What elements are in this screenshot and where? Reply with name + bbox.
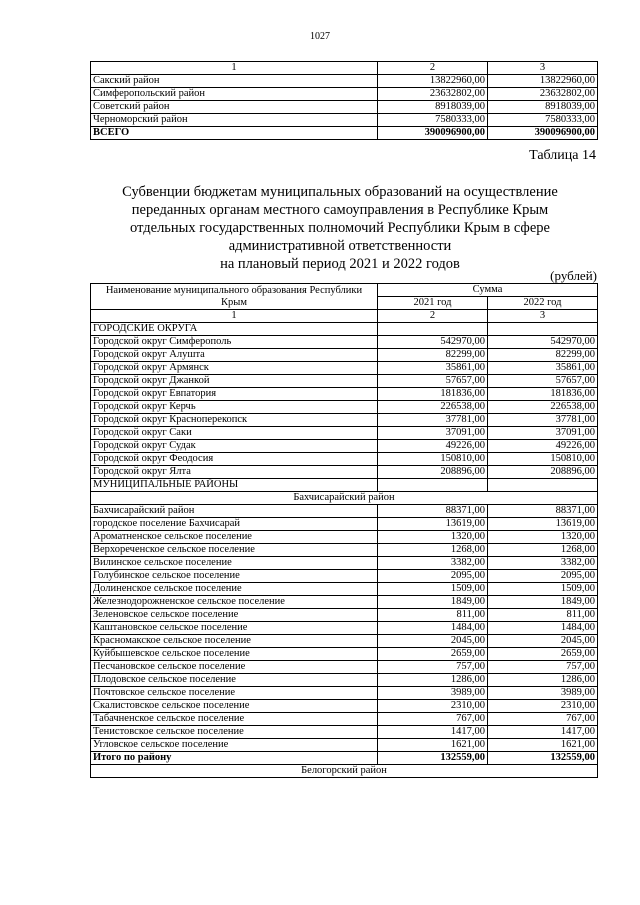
value-2022: 88371,00 [488, 505, 598, 518]
empty-cell [378, 479, 488, 492]
table-row [91, 661, 598, 674]
row-name: Городской округ Джанкой [91, 375, 378, 388]
value-2021: 2095,00 [378, 570, 488, 583]
table-row [91, 674, 598, 687]
value-2022: 37091,00 [488, 427, 598, 440]
table-row [91, 362, 598, 375]
value-2022: 82299,00 [488, 349, 598, 362]
value-2022: 1849,00 [488, 596, 598, 609]
row-name: Табачненское сельское поселение [91, 713, 378, 726]
row-name: Вилинское сельское поселение [91, 557, 378, 570]
row-name: Городской округ Красноперекопск [91, 414, 378, 427]
header-row [91, 284, 598, 297]
row-name: Плодовское сельское поселение [91, 674, 378, 687]
value-2022: 13822960,00 [488, 75, 598, 88]
section-label: ГОРОДСКИЕ ОКРУГА [91, 323, 378, 336]
table-row [91, 440, 598, 453]
title-line: на плановый период 2021 и 2022 годов [220, 256, 460, 272]
value-2022: 1286,00 [488, 674, 598, 687]
district-header-row [91, 492, 598, 505]
row-name: Городской округ Алушта [91, 349, 378, 362]
value-2022: 1509,00 [488, 583, 598, 596]
value-2021: 132559,00 [378, 752, 488, 765]
value-2021: 13619,00 [378, 518, 488, 531]
value-2021: 1417,00 [378, 726, 488, 739]
column-number: 1 [91, 310, 378, 323]
table-label: Таблица 14 [529, 148, 596, 163]
row-name: Итого по району [91, 752, 378, 765]
row-name: Почтовское сельское поселение [91, 687, 378, 700]
column-number: 2 [378, 62, 488, 75]
value-2021: 226538,00 [378, 401, 488, 414]
table-row [91, 388, 598, 401]
row-name: Долиненское сельское поселение [91, 583, 378, 596]
table-row [91, 401, 598, 414]
row-name: Угловское сельское поселение [91, 739, 378, 752]
value-2021: 767,00 [378, 713, 488, 726]
value-2022: 132559,00 [488, 752, 598, 765]
value-2022: 37781,00 [488, 414, 598, 427]
value-2021: 1849,00 [378, 596, 488, 609]
table-row [91, 726, 598, 739]
title-line: отдельных государственных полномочий Республики Крым в сфере [130, 220, 550, 236]
value-2021: 757,00 [378, 661, 488, 674]
title-line: административной ответственности [228, 238, 452, 254]
row-name: Песчановское сельское поселение [91, 661, 378, 674]
row-name: Симферопольский район [91, 88, 378, 101]
row-name: Верхореченское сельское поселение [91, 544, 378, 557]
value-2022: 542970,00 [488, 336, 598, 349]
table-row [91, 375, 598, 388]
table-row [91, 466, 598, 479]
row-name: Городской округ Судак [91, 440, 378, 453]
total-row [91, 752, 598, 765]
value-2021: 8918039,00 [378, 101, 488, 114]
unit-label: (рублей) [550, 268, 597, 283]
value-2021: 811,00 [378, 609, 488, 622]
table-row [91, 570, 598, 583]
table-row [91, 739, 598, 752]
table-row [91, 648, 598, 661]
value-2021: 35861,00 [378, 362, 488, 375]
value-2022: 226538,00 [488, 401, 598, 414]
district-name: Белогорский район [91, 765, 598, 778]
table-row [91, 427, 598, 440]
row-name: Городской округ Саки [91, 427, 378, 440]
row-name: Городской округ Евпатория [91, 388, 378, 401]
value-2022: 13619,00 [488, 518, 598, 531]
section-row [91, 479, 598, 492]
value-2021: 542970,00 [378, 336, 488, 349]
table-row [91, 700, 598, 713]
value-2022: 57657,00 [488, 375, 598, 388]
row-name: Городской округ Феодосия [91, 453, 378, 466]
table-row [91, 544, 598, 557]
value-2022: 7580333,00 [488, 114, 598, 127]
value-2022: 23632802,00 [488, 88, 598, 101]
value-2021: 1621,00 [378, 739, 488, 752]
value-2021: 390096900,00 [378, 127, 488, 140]
empty-cell [378, 323, 488, 336]
value-2021: 150810,00 [378, 453, 488, 466]
section-label: МУНИЦИПАЛЬНЫЕ РАЙОНЫ [91, 479, 378, 492]
table-row [91, 505, 598, 518]
value-2022: 1621,00 [488, 739, 598, 752]
value-2022: 1484,00 [488, 622, 598, 635]
row-name: Черноморский район [91, 114, 378, 127]
row-name: ВСЕГО [91, 127, 378, 140]
value-2021: 208896,00 [378, 466, 488, 479]
row-name: Советский район [91, 101, 378, 114]
table-row [91, 687, 598, 700]
table-title [60, 183, 620, 273]
row-name: Каштановское сельское поселение [91, 622, 378, 635]
value-2021: 1268,00 [378, 544, 488, 557]
row-name: городское поселение Бахчисарай [91, 518, 378, 531]
district-header-row [91, 765, 598, 778]
value-2021: 1320,00 [378, 531, 488, 544]
value-2022: 3989,00 [488, 687, 598, 700]
value-2021: 1484,00 [378, 622, 488, 635]
column-number: 1 [91, 62, 378, 75]
table-row [91, 453, 598, 466]
value-2022: 150810,00 [488, 453, 598, 466]
table-row [91, 557, 598, 570]
value-2022: 1320,00 [488, 531, 598, 544]
row-name: Бахчисарайский район [91, 505, 378, 518]
value-2022: 811,00 [488, 609, 598, 622]
column-number-row [91, 310, 598, 323]
table-row [91, 88, 598, 101]
total-row [91, 127, 598, 140]
value-2021: 88371,00 [378, 505, 488, 518]
value-2022: 35861,00 [488, 362, 598, 375]
value-2022: 208896,00 [488, 466, 598, 479]
table-row [91, 336, 598, 349]
value-2021: 1509,00 [378, 583, 488, 596]
value-2021: 37781,00 [378, 414, 488, 427]
table-row [91, 518, 598, 531]
value-2022: 2045,00 [488, 635, 598, 648]
value-2022: 49226,00 [488, 440, 598, 453]
value-2021: 57657,00 [378, 375, 488, 388]
column-number: 3 [488, 310, 598, 323]
value-2021: 1286,00 [378, 674, 488, 687]
row-name: Тенистовское сельское поселение [91, 726, 378, 739]
table-row [91, 635, 598, 648]
row-name: Скалистовское сельское поселение [91, 700, 378, 713]
value-2021: 2310,00 [378, 700, 488, 713]
column-number-row [91, 62, 598, 75]
row-name: Городской округ Симферополь [91, 336, 378, 349]
row-name: Ароматненское сельское поселение [91, 531, 378, 544]
table-row [91, 596, 598, 609]
row-name: Голубинское сельское поселение [91, 570, 378, 583]
value-2022: 2659,00 [488, 648, 598, 661]
row-name: Сакский район [91, 75, 378, 88]
row-name: Городской округ Армянск [91, 362, 378, 375]
sum-column-header: Сумма [378, 284, 598, 297]
value-2021: 82299,00 [378, 349, 488, 362]
empty-cell [488, 323, 598, 336]
value-2022: 2095,00 [488, 570, 598, 583]
table-row [91, 531, 598, 544]
value-2022: 1268,00 [488, 544, 598, 557]
value-2022: 390096900,00 [488, 127, 598, 140]
subvention-table [90, 283, 598, 778]
title-line: переданных органам местного самоуправления в Республике Крым [131, 202, 549, 218]
value-2022: 8918039,00 [488, 101, 598, 114]
empty-cell [488, 479, 598, 492]
top-summary-table [90, 61, 598, 140]
year-2022-header: 2022 год [488, 297, 598, 310]
value-2022: 757,00 [488, 661, 598, 674]
table-row [91, 414, 598, 427]
value-2021: 181836,00 [378, 388, 488, 401]
value-2021: 13822960,00 [378, 75, 488, 88]
value-2021: 2045,00 [378, 635, 488, 648]
value-2021: 3989,00 [378, 687, 488, 700]
table-row [91, 75, 598, 88]
row-name: Железнодорожненское сельское поселение [91, 596, 378, 609]
row-name: Городской округ Керчь [91, 401, 378, 414]
value-2022: 767,00 [488, 713, 598, 726]
value-2021: 37091,00 [378, 427, 488, 440]
table-row [91, 583, 598, 596]
row-name: Куйбышевское сельское поселение [91, 648, 378, 661]
row-name: Городской округ Ялта [91, 466, 378, 479]
year-2021-header: 2021 год [378, 297, 488, 310]
value-2022: 181836,00 [488, 388, 598, 401]
name-column-header: Наименование муниципального образования Республики Крым [91, 284, 378, 310]
value-2022: 1417,00 [488, 726, 598, 739]
row-name: Красномакское сельское поселение [91, 635, 378, 648]
value-2021: 7580333,00 [378, 114, 488, 127]
section-row [91, 323, 598, 336]
table-row [91, 114, 598, 127]
district-name: Бахчисарайский район [91, 492, 598, 505]
value-2021: 2659,00 [378, 648, 488, 661]
table-row [91, 349, 598, 362]
table-row [91, 609, 598, 622]
table-row [91, 622, 598, 635]
value-2021: 3382,00 [378, 557, 488, 570]
row-name: Зеленовское сельское поселение [91, 609, 378, 622]
column-number: 3 [488, 62, 598, 75]
value-2021: 23632802,00 [378, 88, 488, 101]
page-number: 1027 [310, 31, 330, 42]
table-row [91, 713, 598, 726]
value-2022: 2310,00 [488, 700, 598, 713]
table-row [91, 101, 598, 114]
title-line: Субвенции бюджетам муниципальных образований на осуществление [122, 184, 558, 200]
value-2022: 3382,00 [488, 557, 598, 570]
column-number: 2 [378, 310, 488, 323]
value-2021: 49226,00 [378, 440, 488, 453]
